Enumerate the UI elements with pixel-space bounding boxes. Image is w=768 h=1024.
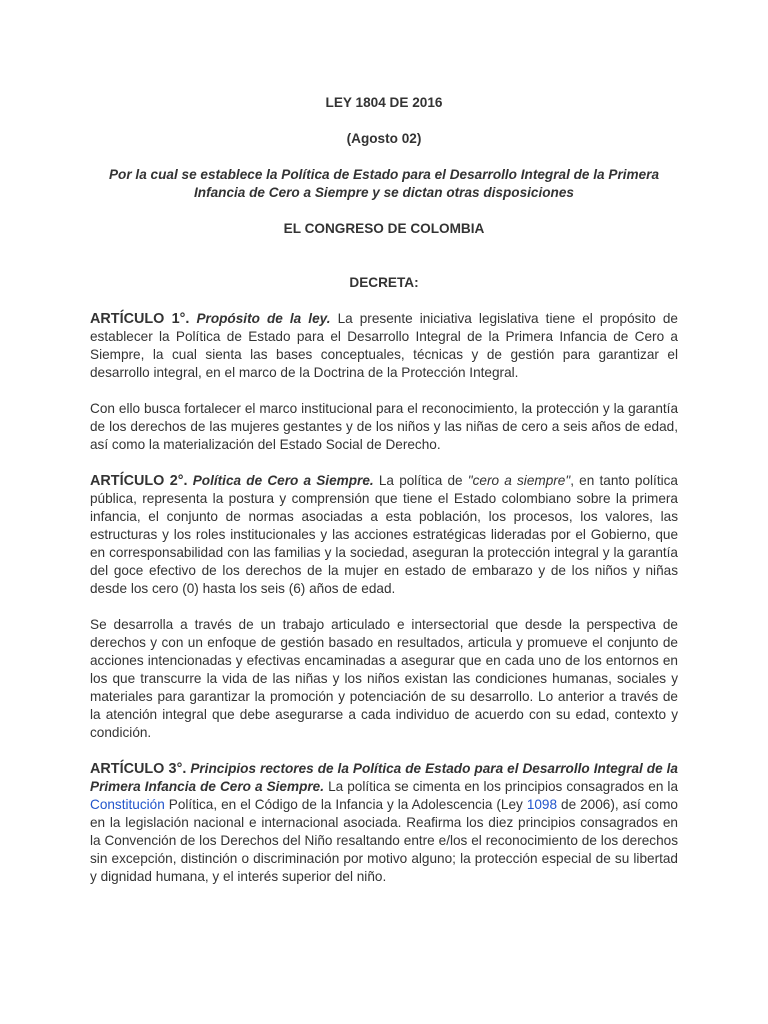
article-1-heading: Propósito de la ley. <box>196 311 331 326</box>
article-3-text-part3: de 2006), así como en la legislación nacional e internacional asociada. Reafirma los diez principios consagrados en la Convención de los Derechos del Niño resaltando entre e/los el reconocimiento de los derechos sin excepción, distinción o discriminación por motivo alguno; la protección especial de su libertad y dignidad humana, y el interés superior del niño. <box>90 797 678 884</box>
article-2-heading: Política de Cero a Siempre. <box>192 473 374 488</box>
article-2-text-after: , en tanto política pública, representa la postura y comprensión que tiene el Estado colombiano sobre la primera infancia, el conjunto de normas asociadas a esta población, los procesos, los valores, las estructuras y los roles institucionales y las acciones estratégicas lideradas por el Gobierno, que en corresponsabilidad con las familias y la sociedad, aseguran la protección integral y la garantía del goce efectivo de los derechos de la mujer en estado de embarazo y de los niños y niñas desde los cero (0) hasta los seis (6) años de edad. <box>90 473 678 596</box>
article-3-heading: Principios rectores de la Política de Estado para el Desarrollo Integral de la Primera Infancia de Cero a Siempre. <box>90 761 678 794</box>
article-1-label: ARTÍCULO 1°. <box>90 311 190 327</box>
article-3-label: ARTÍCULO 3°. <box>90 761 187 777</box>
article-2-text-before: La política de <box>378 473 463 488</box>
article-2-label: ARTÍCULO 2°. <box>90 473 188 489</box>
article-1-paragraph-2: Con ello busca fortalecer el marco institucional para el reconocimiento, la protección y la garantía de los derechos de las mujeres gestantes y de los niños y las niñas de cero a seis años de edad, así como la materialización del Estado Social de Derecho. <box>90 401 678 452</box>
law-subtitle: Por la cual se establece la Política de Estado para el Desarrollo Integral de la Primera Infancia de Cero a Siempre y se dictan otras disposiciones <box>108 167 660 200</box>
document-page <box>90 94 678 904</box>
article-3-paragraph <box>90 760 678 886</box>
article-3-text-part1: La política se cimenta en los principios consagrados en la <box>328 779 679 794</box>
decreta-heading: DECRETA: <box>349 275 419 290</box>
article-2-quote: "cero a siempre" <box>467 473 571 488</box>
article-1-text: La presente iniciativa legislativa tiene el propósito de establecer la Política de Estado para el Desarrollo Integral de la Primera Infancia de Cero a Siempre, la cual sienta las bases conceptuales, técnicas y de gestión para garantizar el desarrollo integral, en el marco de la Doctrina de la Protección Integral. <box>90 311 678 380</box>
article-2-paragraph <box>90 472 678 598</box>
constitucion-link[interactable]: Constitución <box>90 797 165 812</box>
article-3-text-part2: Política, en el Código de la Infancia y la Adolescencia (Ley <box>168 797 523 812</box>
ley-1098-link[interactable]: 1098 <box>526 797 558 812</box>
congress-heading: EL CONGRESO DE COLOMBIA <box>283 221 485 236</box>
article-1-paragraph <box>90 310 678 382</box>
law-date: (Agosto 02) <box>346 131 422 146</box>
law-title: LEY 1804 DE 2016 <box>325 95 443 110</box>
article-2-paragraph-2: Se desarrolla a través de un trabajo articulado e intersectorial que desde la perspectiva de derechos y con un enfoque de gestión basado en resultados, articula y promueve el conjunto de acciones intencionadas y efectivas encaminadas a asegurar que en cada uno de los entornos en los que transcurre la vida de las niñas y los niños existan las condiciones humanas, sociales y materiales para garantizar la promoción y potenciación de su desarrollo. Lo anterior a través de la atención integral que debe asegurarse a cada individuo de acuerdo con su edad, contexto y condición. <box>90 617 678 740</box>
